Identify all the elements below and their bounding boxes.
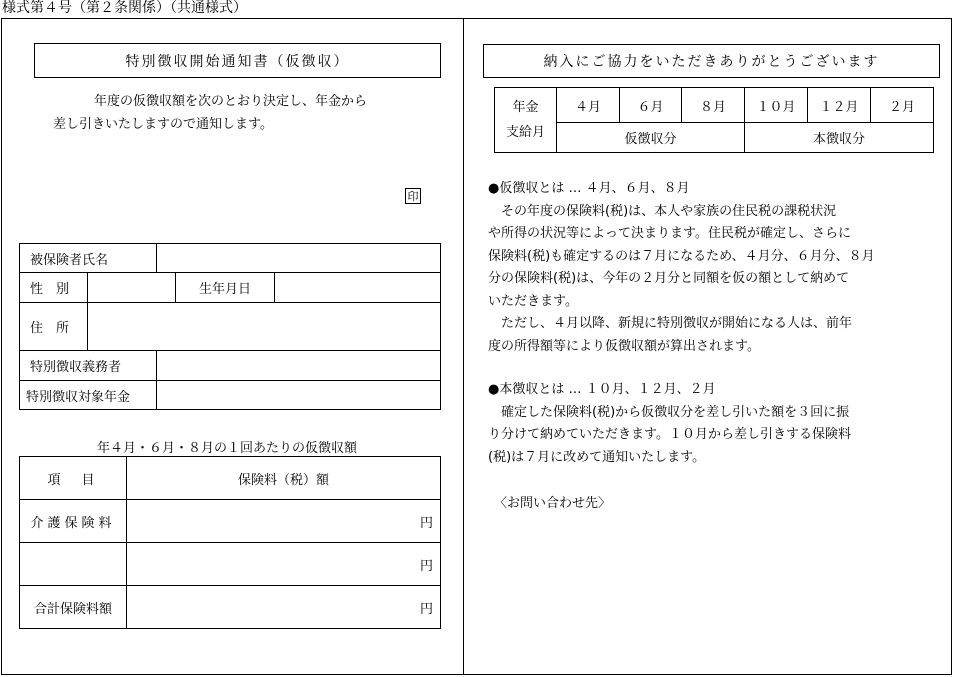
month-cell: １２月 bbox=[808, 88, 871, 123]
table-row bbox=[20, 586, 441, 629]
main-explanation bbox=[488, 379, 851, 469]
month-cell: ２月 bbox=[871, 88, 934, 123]
row-label bbox=[20, 543, 127, 586]
yen-unit[interactable]: 円 bbox=[127, 543, 441, 586]
para1-line: 度の所得額等により仮徴収額が算出されます。 bbox=[488, 338, 760, 354]
pension-month-label-1: 年金 bbox=[512, 100, 539, 115]
yen-unit[interactable]: 円 bbox=[127, 586, 441, 629]
para1-line: 分の保険料(税)は、今年の２月分と同額を仮の額として納めて bbox=[488, 271, 850, 286]
month-cell: ８月 bbox=[682, 88, 745, 123]
para2-line: ●本徴収とは … １０月、１２月、２月 bbox=[488, 382, 716, 397]
main-period: 本徴収分 bbox=[745, 123, 934, 153]
row-label: 介護保険料 bbox=[20, 500, 127, 543]
amount-table bbox=[19, 456, 441, 629]
obligor-field[interactable] bbox=[157, 351, 441, 381]
provisional-explanation bbox=[488, 178, 875, 358]
obligor-label: 特別徴収義務者 bbox=[20, 351, 157, 381]
gender-field[interactable] bbox=[88, 273, 176, 303]
month-cell: １０月 bbox=[745, 88, 808, 123]
schedule-table bbox=[494, 87, 934, 153]
para2-line: り分けて納めていただきます。１０月から差し引きする保険料 bbox=[488, 427, 851, 442]
month-cell: ６月 bbox=[620, 88, 682, 123]
pension-month-label bbox=[495, 88, 557, 153]
para1-line: や所得の状況等によって決まります。住民税が確定し、さらに bbox=[488, 226, 851, 241]
yen-unit[interactable]: 円 bbox=[127, 500, 441, 543]
center-divider bbox=[463, 18, 464, 675]
para1-line: その年度の保険料(税)は、本人や家族の住民税の課税状況 bbox=[488, 203, 837, 219]
row-label: 合計保険料額 bbox=[20, 586, 127, 629]
pension-month-label-2: 支給月 bbox=[505, 125, 545, 140]
birthdate-field[interactable] bbox=[275, 273, 441, 303]
col-amount-header: 保険料（税）額 bbox=[127, 457, 441, 500]
address-field[interactable] bbox=[88, 303, 441, 351]
pension-field[interactable] bbox=[157, 381, 441, 410]
para2-line: 確定した保険料(税)から仮徴収分を差し引いた額を３回に振 bbox=[488, 404, 850, 420]
gender-label: 性 別 bbox=[20, 273, 88, 303]
insured-name-label: 被保険者氏名 bbox=[20, 244, 157, 273]
insured-name-field[interactable] bbox=[157, 244, 441, 273]
inquiry-label: 〈お問い合わせ先〉 bbox=[494, 496, 612, 511]
address-label: 住 所 bbox=[20, 303, 88, 351]
pension-label: 特別徴収対象年金 bbox=[20, 381, 157, 410]
intro-line-1: 年度の仮徴収額を次のとおり決定し、年金から bbox=[94, 94, 368, 109]
intro-line-2: 差し引きいたしますので通知します。 bbox=[53, 117, 273, 132]
seal-mark: 印 bbox=[405, 188, 421, 204]
amount-caption: 年４月・６月・８月の１回あたりの仮徴収額 bbox=[97, 441, 358, 456]
form-number: 様式第４号（第２条関係）（共通様式） bbox=[2, 0, 247, 16]
para1-line: いただきます。 bbox=[488, 293, 578, 309]
insured-info-table bbox=[19, 243, 441, 410]
para1-line: 保険料(税)も確定するのは７月になるため、４月分、６月分、８月 bbox=[488, 248, 875, 264]
table-row bbox=[20, 543, 441, 586]
provisional-period: 仮徴収分 bbox=[557, 123, 745, 153]
month-cell: ４月 bbox=[557, 88, 620, 123]
notice-title: 特別徴収開始通知書（仮徴収） bbox=[34, 43, 441, 78]
birthdate-label: 生年月日 bbox=[176, 273, 275, 303]
thanks-title: 納入にご協力をいただきありがとうございます bbox=[483, 44, 940, 78]
para2-line: (税)は７月に改めて通知いたします。 bbox=[488, 449, 706, 465]
para1-line: ただし、４月以降、新規に特別徴収が開始になる人は、前年 bbox=[488, 316, 853, 331]
table-row bbox=[20, 500, 441, 543]
para1-line: ●仮徴収とは … ４月、６月、８月 bbox=[488, 181, 690, 196]
col-item-header: 項 目 bbox=[20, 457, 127, 500]
